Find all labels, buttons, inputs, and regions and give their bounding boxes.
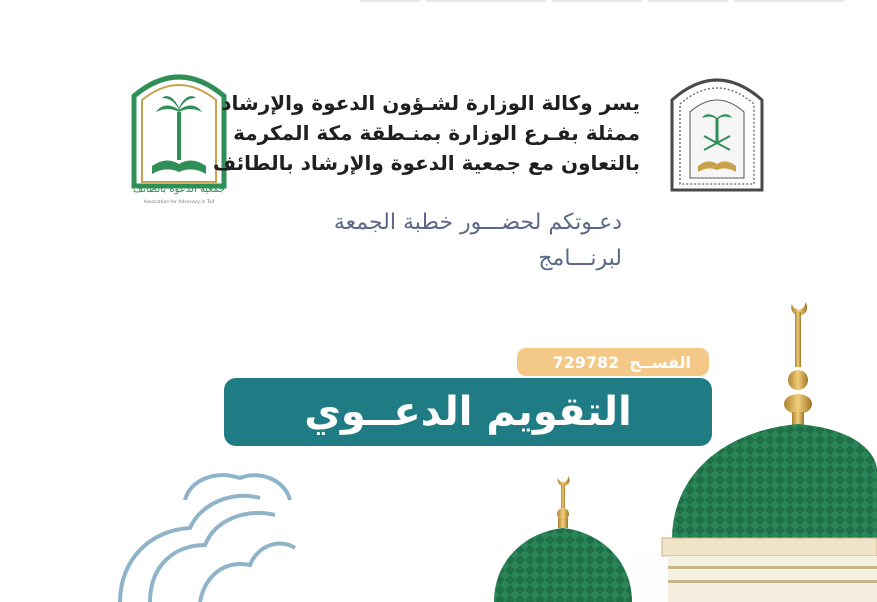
intro-line-3: بالتعاون مع جمعية الدعوة والإرشاد بالطائف	[212, 151, 640, 175]
program-title: التقويم الدعــوي	[304, 389, 632, 435]
small-dome-spire	[557, 476, 570, 528]
association-logo-english: Association for Advocacy in Taif	[143, 200, 215, 205]
program-title-banner	[224, 378, 712, 446]
intro-line-1: يسر وكالة الوزارة لشـؤون الدعوة والإرشاد	[221, 91, 640, 115]
big-dome-spire	[784, 302, 812, 426]
association-logo-arabic: جمعية الدعوة بالطائف	[132, 184, 226, 195]
invitation-line-2: لبرنـــامج	[538, 246, 622, 271]
small-green-dome	[494, 528, 632, 602]
invitation-line-1: دعـوتكم لحضـــور خطبة الجمعة	[333, 210, 622, 235]
pill-number: 729782	[552, 352, 620, 372]
fasej-number-pill	[517, 348, 709, 376]
intro-line-2: ممثلة بفـرع الوزارة بمنـطقة مكة المكرمة	[233, 121, 640, 145]
pill-label: الفســج	[629, 352, 691, 372]
